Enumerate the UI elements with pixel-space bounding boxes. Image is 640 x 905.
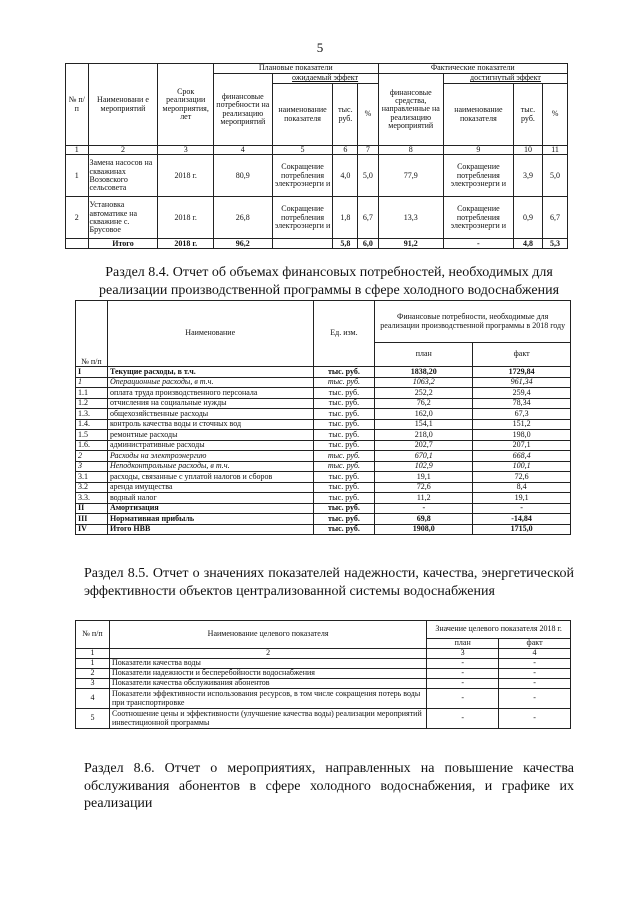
col-num-header: № п/п bbox=[76, 301, 108, 367]
row-name: Нормативная прибыль bbox=[107, 514, 313, 525]
col-name-header: Наименование целевого показателя bbox=[109, 621, 426, 649]
row-unit: тыс. руб. bbox=[313, 472, 375, 483]
row-num: 1.2 bbox=[76, 398, 108, 409]
row-unit: тыс. руб. bbox=[313, 451, 375, 462]
plan-group-header: Плановые показатели bbox=[214, 64, 379, 74]
row-name: административные расходы bbox=[107, 440, 313, 451]
row-plan: - bbox=[427, 709, 499, 729]
row-fact: 668,4 bbox=[473, 451, 571, 462]
plan-rub: 1,8 bbox=[333, 197, 358, 239]
row-num: 5 bbox=[76, 709, 110, 729]
table-row bbox=[76, 367, 571, 378]
total-fact-need: 91,2 bbox=[378, 239, 443, 249]
fact-group-header: Фактические показатели bbox=[378, 64, 567, 74]
row-name: Неподконтрольные расходы, в т.ч. bbox=[107, 461, 313, 472]
row-unit: тыс. руб. bbox=[313, 419, 375, 430]
row-fact: - bbox=[499, 709, 571, 729]
financial-needs-table bbox=[75, 300, 571, 535]
table-row bbox=[76, 514, 571, 525]
row-fact: 72,6 bbox=[473, 472, 571, 483]
page-number: 5 bbox=[316, 40, 324, 55]
row-num: I bbox=[76, 367, 108, 378]
table-row bbox=[76, 440, 571, 451]
row-plan: 19,1 bbox=[375, 472, 473, 483]
row-plan: - bbox=[427, 689, 499, 709]
row-plan: - bbox=[427, 659, 499, 669]
row-unit: тыс. руб. bbox=[313, 524, 375, 535]
col-unit-header: Ед. изм. bbox=[313, 301, 375, 367]
fact-indicator: Сокращение потребления электроэнерги и bbox=[443, 155, 513, 197]
colnum: 6 bbox=[333, 146, 358, 155]
row-unit: тыс. руб. bbox=[313, 409, 375, 420]
fact-pct: 6,7 bbox=[543, 197, 568, 239]
row-fact: 259,4 bbox=[473, 388, 571, 399]
row-plan: 1908,0 bbox=[375, 524, 473, 535]
colnum: 4 bbox=[499, 649, 571, 659]
col-name-header: Наименовани е мероприятий bbox=[88, 64, 158, 146]
row-unit: тыс. руб. bbox=[313, 440, 375, 451]
plan-pct-header: % bbox=[358, 84, 378, 146]
row-fact: 19,1 bbox=[473, 493, 571, 504]
col-plan-header: план bbox=[375, 343, 473, 367]
row-plan: 202,7 bbox=[375, 440, 473, 451]
col-name-header: Наименование bbox=[107, 301, 313, 367]
fact-effect-header: достигнутый эффект bbox=[443, 74, 567, 84]
table-row bbox=[76, 388, 571, 399]
plan-pct: 6,7 bbox=[358, 197, 378, 239]
row-plan: 670,1 bbox=[375, 451, 473, 462]
row-fact: 207,1 bbox=[473, 440, 571, 451]
row-unit: тыс. руб. bbox=[313, 482, 375, 493]
measure-term: 2018 г. bbox=[158, 197, 214, 239]
col-num-header: № п/п bbox=[66, 64, 89, 146]
row-num: 3.2 bbox=[76, 482, 108, 493]
row-unit: тыс. руб. bbox=[313, 377, 375, 388]
table-row bbox=[66, 155, 568, 197]
row-num: 1.6. bbox=[76, 440, 108, 451]
row-num: 2 bbox=[66, 197, 89, 239]
row-num: IV bbox=[76, 524, 108, 535]
row-num: 3 bbox=[76, 679, 110, 689]
table-row bbox=[76, 451, 571, 462]
row-fact: 961,34 bbox=[473, 377, 571, 388]
row-fact: - bbox=[499, 659, 571, 669]
row-fact: - bbox=[499, 679, 571, 689]
plan-need: 26,8 bbox=[214, 197, 273, 239]
colnum: 5 bbox=[272, 146, 333, 155]
colnum: 9 bbox=[443, 146, 513, 155]
total-plan-pct: 6,0 bbox=[358, 239, 378, 249]
row-unit: тыс. руб. bbox=[313, 388, 375, 399]
total-plan-need: 96,2 bbox=[214, 239, 273, 249]
row-fact: - bbox=[473, 503, 571, 514]
fact-pct: 5,0 bbox=[543, 155, 568, 197]
col-fact-header: факт bbox=[473, 343, 571, 367]
colnum: 10 bbox=[513, 146, 542, 155]
fact-rub-header: тыс. руб. bbox=[513, 84, 542, 146]
table-row bbox=[76, 709, 571, 729]
plan-rub: 4,0 bbox=[333, 155, 358, 197]
row-plan: 252,2 bbox=[375, 388, 473, 399]
table-row bbox=[76, 524, 571, 535]
row-num: III bbox=[76, 514, 108, 525]
row-name: Показатели качества обслуживания абонентов bbox=[109, 679, 426, 689]
fact-indicator-header: наименование показателя bbox=[443, 84, 513, 146]
section-8-6-title: Раздел 8.6. Отчет о мероприятиях, направленных на повышение качества обслуживания абонентов в сфере холодного водоснабжения, и графике их реализации bbox=[84, 761, 574, 811]
row-fact: - bbox=[499, 669, 571, 679]
row-name: Показатели качества воды bbox=[109, 659, 426, 669]
row-plan: 154,1 bbox=[375, 419, 473, 430]
row-fact: 1715,0 bbox=[473, 524, 571, 535]
plan-effect-header: ожидаемый эффект bbox=[272, 74, 378, 84]
row-unit: тыс. руб. bbox=[313, 398, 375, 409]
table-row bbox=[76, 377, 571, 388]
row-name: Расходы на электроэнергию bbox=[107, 451, 313, 462]
total-plan-rub: 5,8 bbox=[333, 239, 358, 249]
row-num: 1 bbox=[76, 377, 108, 388]
colnum: 3 bbox=[158, 146, 214, 155]
row-num: 1.5 bbox=[76, 430, 108, 441]
row-name: Соотношение цены и эффективности (улучшение качества воды) реализации мероприятий инвестиционной программы bbox=[109, 709, 426, 729]
row-fact: 78,34 bbox=[473, 398, 571, 409]
row-name: Показатели надежности и бесперебойности водоснабжения bbox=[109, 669, 426, 679]
row-num: 1.1 bbox=[76, 388, 108, 399]
section-8-5-title: Раздел 8.5. Отчет о значениях показателей надежности, качества, энергетической эффективности объектов централизованной системы водоснабжения bbox=[84, 566, 574, 599]
row-unit: тыс. руб. bbox=[313, 430, 375, 441]
row-unit: тыс. руб. bbox=[313, 514, 375, 525]
total-label: Итого bbox=[88, 239, 158, 249]
table-row bbox=[76, 419, 571, 430]
fact-pct-header: % bbox=[543, 84, 568, 146]
row-num: 1.3. bbox=[76, 409, 108, 420]
col-value-header: Значение целевого показателя 2018 г. bbox=[427, 621, 571, 639]
plan-indicator-header: наименование показателя bbox=[272, 84, 333, 146]
col-num-header: № п/п bbox=[76, 621, 110, 649]
table-row bbox=[76, 679, 571, 689]
row-name: Текущие расходы, в т.ч. bbox=[107, 367, 313, 378]
row-plan: 162,0 bbox=[375, 409, 473, 420]
total-fact-pct: 5,3 bbox=[543, 239, 568, 249]
row-num: 1 bbox=[76, 659, 110, 669]
total-fact-rub: 4,8 bbox=[513, 239, 542, 249]
table-row bbox=[76, 689, 571, 709]
fact-need: 77,9 bbox=[378, 155, 443, 197]
row-fact: - bbox=[499, 689, 571, 709]
colnum: 4 bbox=[214, 146, 273, 155]
col-fact-header: факт bbox=[499, 639, 571, 649]
measure-name: Замена насосов на скважинах Возовского сельсовета bbox=[88, 155, 158, 197]
col-plan-header: план bbox=[427, 639, 499, 649]
table-row bbox=[76, 482, 571, 493]
colnum: 2 bbox=[88, 146, 158, 155]
table-row bbox=[76, 472, 571, 483]
table-row bbox=[76, 461, 571, 472]
measure-name: Установка автоматике на скважине с. Брусовое bbox=[88, 197, 158, 239]
table-row bbox=[76, 398, 571, 409]
row-plan: - bbox=[427, 669, 499, 679]
row-num: 1 bbox=[66, 155, 89, 197]
row-num: II bbox=[76, 503, 108, 514]
row-num: 1.4. bbox=[76, 419, 108, 430]
row-fact: 8,4 bbox=[473, 482, 571, 493]
row-name: Операционные расходы, в т.ч. bbox=[107, 377, 313, 388]
row-num: 4 bbox=[76, 689, 110, 709]
colnum: 1 bbox=[66, 146, 89, 155]
section-8-4-title: Раздел 8.4. Отчет об объемах финансовых потребностей, необходимых для реализации производственной программы в сфере холодного водоснабжения bbox=[98, 265, 560, 298]
row-plan: - bbox=[427, 679, 499, 689]
row-fact: 100,1 bbox=[473, 461, 571, 472]
row-fact: 67,3 bbox=[473, 409, 571, 420]
colnum: 2 bbox=[109, 649, 426, 659]
row-unit: тыс. руб. bbox=[313, 367, 375, 378]
row-name: ремонтные расходы bbox=[107, 430, 313, 441]
row-plan: 1063,2 bbox=[375, 377, 473, 388]
row-num: 3.1 bbox=[76, 472, 108, 483]
row-fact: 151,2 bbox=[473, 419, 571, 430]
fact-rub: 3,9 bbox=[513, 155, 542, 197]
row-plan: 1838,20 bbox=[375, 367, 473, 378]
row-name: Амортизация bbox=[107, 503, 313, 514]
plan-need-header: финансовые потребности на реализацию мероприятий bbox=[214, 74, 273, 146]
row-num: 3 bbox=[76, 461, 108, 472]
row-plan: 69,8 bbox=[375, 514, 473, 525]
table-row bbox=[76, 493, 571, 504]
row-plan: 11,2 bbox=[375, 493, 473, 504]
row-name: водный налог bbox=[107, 493, 313, 504]
column-numbers-row bbox=[66, 146, 568, 155]
row-fact: -14,84 bbox=[473, 514, 571, 525]
row-name: расходы, связанные с уплатой налогов и сборов bbox=[107, 472, 313, 483]
row-fact: 198,0 bbox=[473, 430, 571, 441]
row-plan: 218,0 bbox=[375, 430, 473, 441]
col-need-header: Финансовые потребности, необходимые для реализации производственной программы в 2018 году bbox=[375, 301, 571, 343]
fact-need: 13,3 bbox=[378, 197, 443, 239]
table-row bbox=[76, 669, 571, 679]
row-unit: тыс. руб. bbox=[313, 503, 375, 514]
column-numbers-row bbox=[76, 649, 571, 659]
colnum: 1 bbox=[76, 649, 110, 659]
row-unit: тыс. руб. bbox=[313, 461, 375, 472]
row-plan: 72,6 bbox=[375, 482, 473, 493]
table-row bbox=[76, 659, 571, 669]
table-row bbox=[76, 503, 571, 514]
row-fact: 1729,84 bbox=[473, 367, 571, 378]
table-row bbox=[76, 409, 571, 420]
row-name: оплата труда производственного персонала bbox=[107, 388, 313, 399]
plan-need: 80,9 bbox=[214, 155, 273, 197]
row-plan: 102,9 bbox=[375, 461, 473, 472]
row-name: Итого НВВ bbox=[107, 524, 313, 535]
colnum: 7 bbox=[358, 146, 378, 155]
row-name: аренда имущества bbox=[107, 482, 313, 493]
plan-indicator: Сокращение потребления электроэнерги и bbox=[272, 155, 333, 197]
row-name: общехозяйственные расходы bbox=[107, 409, 313, 420]
row-unit: тыс. руб. bbox=[313, 493, 375, 504]
fact-indicator: Сокращение потребления электроэнерги и bbox=[443, 197, 513, 239]
plan-indicator: Сокращение потребления электроэнерги и bbox=[272, 197, 333, 239]
plan-pct: 5,0 bbox=[358, 155, 378, 197]
table-row bbox=[66, 197, 568, 239]
total-term: 2018 г. bbox=[158, 239, 214, 249]
row-name: Показатели эффективности использования ресурсов, в том числе сокращения потерь воды при транспортировке bbox=[109, 689, 426, 709]
row-num: 2 bbox=[76, 669, 110, 679]
fact-rub: 0,9 bbox=[513, 197, 542, 239]
col-term-header: Срок реализации мероприятия, лет bbox=[158, 64, 214, 146]
table-row bbox=[76, 430, 571, 441]
measure-term: 2018 г. bbox=[158, 155, 214, 197]
colnum: 8 bbox=[378, 146, 443, 155]
measures-table bbox=[65, 63, 568, 249]
fact-need-header: финансовые средства, направленные на реализацию мероприятий bbox=[378, 74, 443, 146]
colnum: 3 bbox=[427, 649, 499, 659]
indicators-table bbox=[75, 620, 571, 729]
row-name: отчисления на социальные нужды bbox=[107, 398, 313, 409]
total-row bbox=[66, 239, 568, 249]
total-fact-indicator: - bbox=[443, 239, 513, 249]
row-name: контроль качества воды и сточных вод bbox=[107, 419, 313, 430]
plan-rub-header: тыс. руб. bbox=[333, 84, 358, 146]
row-num: 3.3. bbox=[76, 493, 108, 504]
colnum: 11 bbox=[543, 146, 568, 155]
row-plan: - bbox=[375, 503, 473, 514]
row-num: 2 bbox=[76, 451, 108, 462]
row-plan: 76,2 bbox=[375, 398, 473, 409]
